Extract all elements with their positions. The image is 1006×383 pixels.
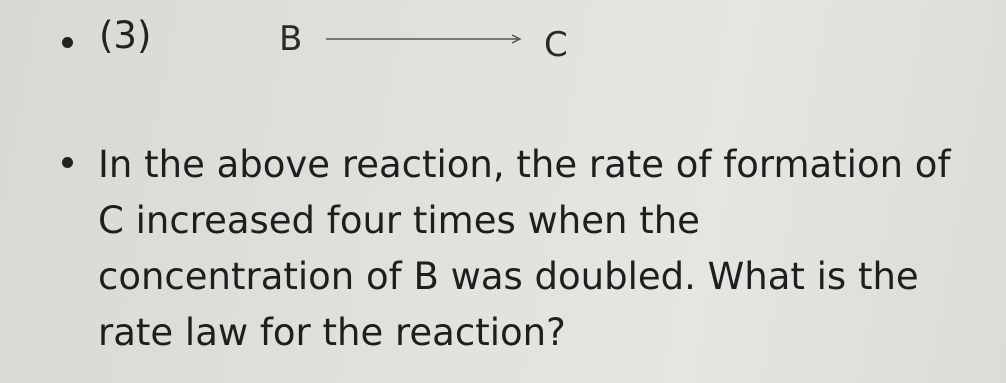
- question-line: rate law for the reaction?: [98, 311, 566, 354]
- reaction-arrow-icon: [326, 32, 526, 46]
- question-text: [98, 137, 978, 361]
- question-line: concentration of B was doubled. What is the: [98, 255, 919, 298]
- question-line: In the above reaction, the rate of formation of: [98, 143, 951, 186]
- question-line: C increased four times when the: [98, 199, 700, 242]
- product-label: C: [544, 25, 568, 65]
- item-number: (3): [99, 14, 152, 57]
- reactant-label: B: [279, 19, 303, 59]
- bullet-point: [62, 157, 73, 168]
- bullet-point: [62, 37, 73, 48]
